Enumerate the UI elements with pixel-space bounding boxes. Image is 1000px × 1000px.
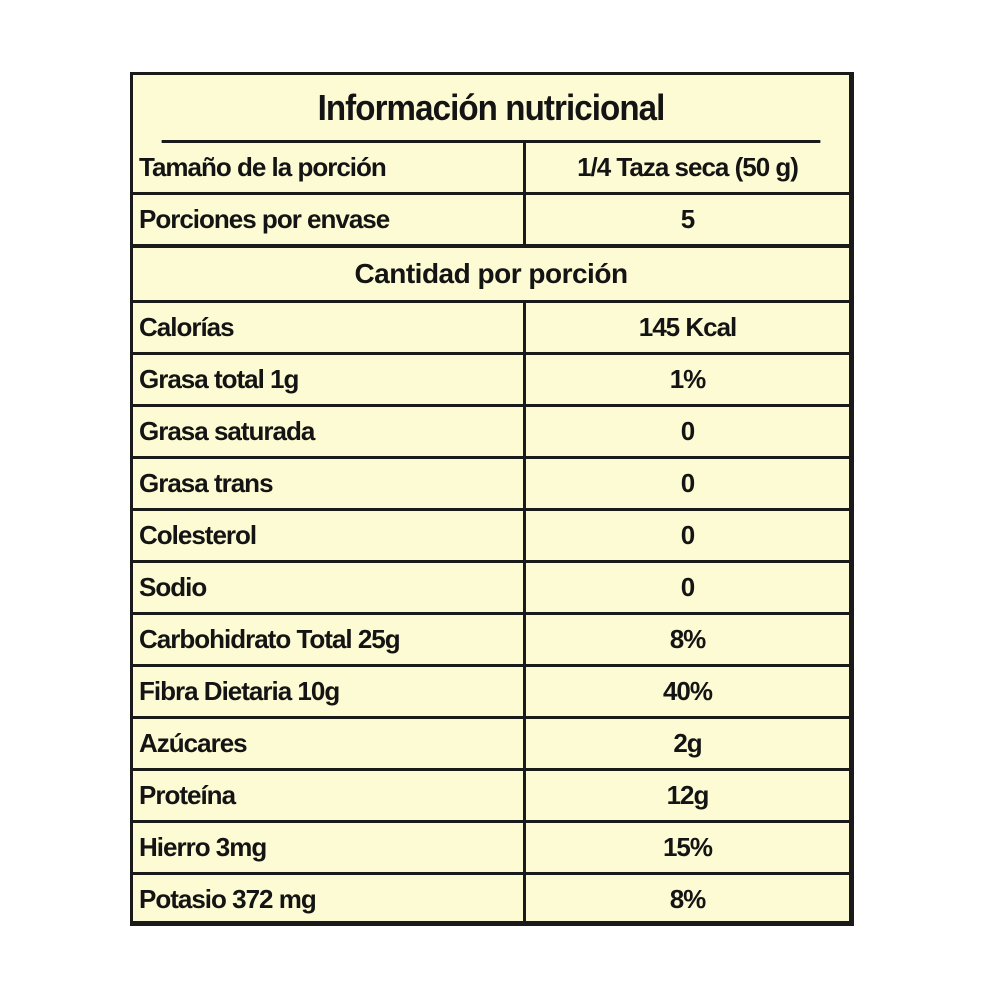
table-row-servings-per-container bbox=[133, 195, 849, 248]
table-row bbox=[133, 667, 849, 719]
table-row bbox=[133, 719, 849, 771]
row-value: 0 bbox=[680, 416, 695, 446]
row-label: Sodio bbox=[133, 563, 526, 612]
row-label: Grasa trans bbox=[133, 459, 526, 508]
table-row bbox=[133, 459, 849, 511]
table-row bbox=[133, 563, 849, 615]
row-value: 1% bbox=[669, 364, 706, 394]
row-value: 2g bbox=[673, 728, 702, 758]
table-row bbox=[133, 355, 849, 407]
table-row bbox=[133, 303, 849, 355]
row-label: Carbohidrato Total 25g bbox=[133, 615, 526, 664]
table-row bbox=[133, 771, 849, 823]
table-row bbox=[133, 823, 849, 875]
table-row-serving-size bbox=[133, 143, 849, 195]
row-label: Proteína bbox=[133, 771, 526, 820]
nutrient-list bbox=[133, 303, 849, 924]
row-label: Grasa total 1g bbox=[133, 355, 526, 404]
table-title: Información nutricional bbox=[162, 75, 821, 143]
table-row bbox=[133, 615, 849, 667]
row-value: 145 Kcal bbox=[638, 312, 737, 342]
row-label: Potasio 372 mg bbox=[133, 875, 526, 924]
row-value: 5 bbox=[680, 204, 695, 234]
row-label: Tamaño de la porción bbox=[133, 143, 526, 192]
row-label: Grasa saturada bbox=[133, 407, 526, 456]
table-row bbox=[133, 407, 849, 459]
nutrition-facts-table bbox=[130, 72, 854, 926]
table-row bbox=[133, 511, 849, 563]
row-label: Hierro 3mg bbox=[133, 823, 526, 872]
row-value: 8% bbox=[669, 884, 706, 914]
row-label: Porciones por envase bbox=[133, 195, 526, 244]
row-value: 1/4 Taza seca (50 g) bbox=[577, 152, 798, 182]
row-label: Azúcares bbox=[133, 719, 526, 768]
row-value: 0 bbox=[680, 572, 695, 602]
section-header: Cantidad por porción bbox=[133, 248, 849, 303]
row-value: 8% bbox=[669, 624, 706, 654]
row-value: 12g bbox=[666, 780, 709, 810]
row-label: Colesterol bbox=[133, 511, 526, 560]
row-value: 0 bbox=[680, 468, 695, 498]
row-value: 40% bbox=[662, 676, 713, 706]
table-row bbox=[133, 875, 849, 924]
row-value: 0 bbox=[680, 520, 695, 550]
row-label: Calorías bbox=[133, 303, 526, 352]
row-value: 15% bbox=[662, 832, 713, 862]
row-label: Fibra Dietaria 10g bbox=[133, 667, 526, 716]
